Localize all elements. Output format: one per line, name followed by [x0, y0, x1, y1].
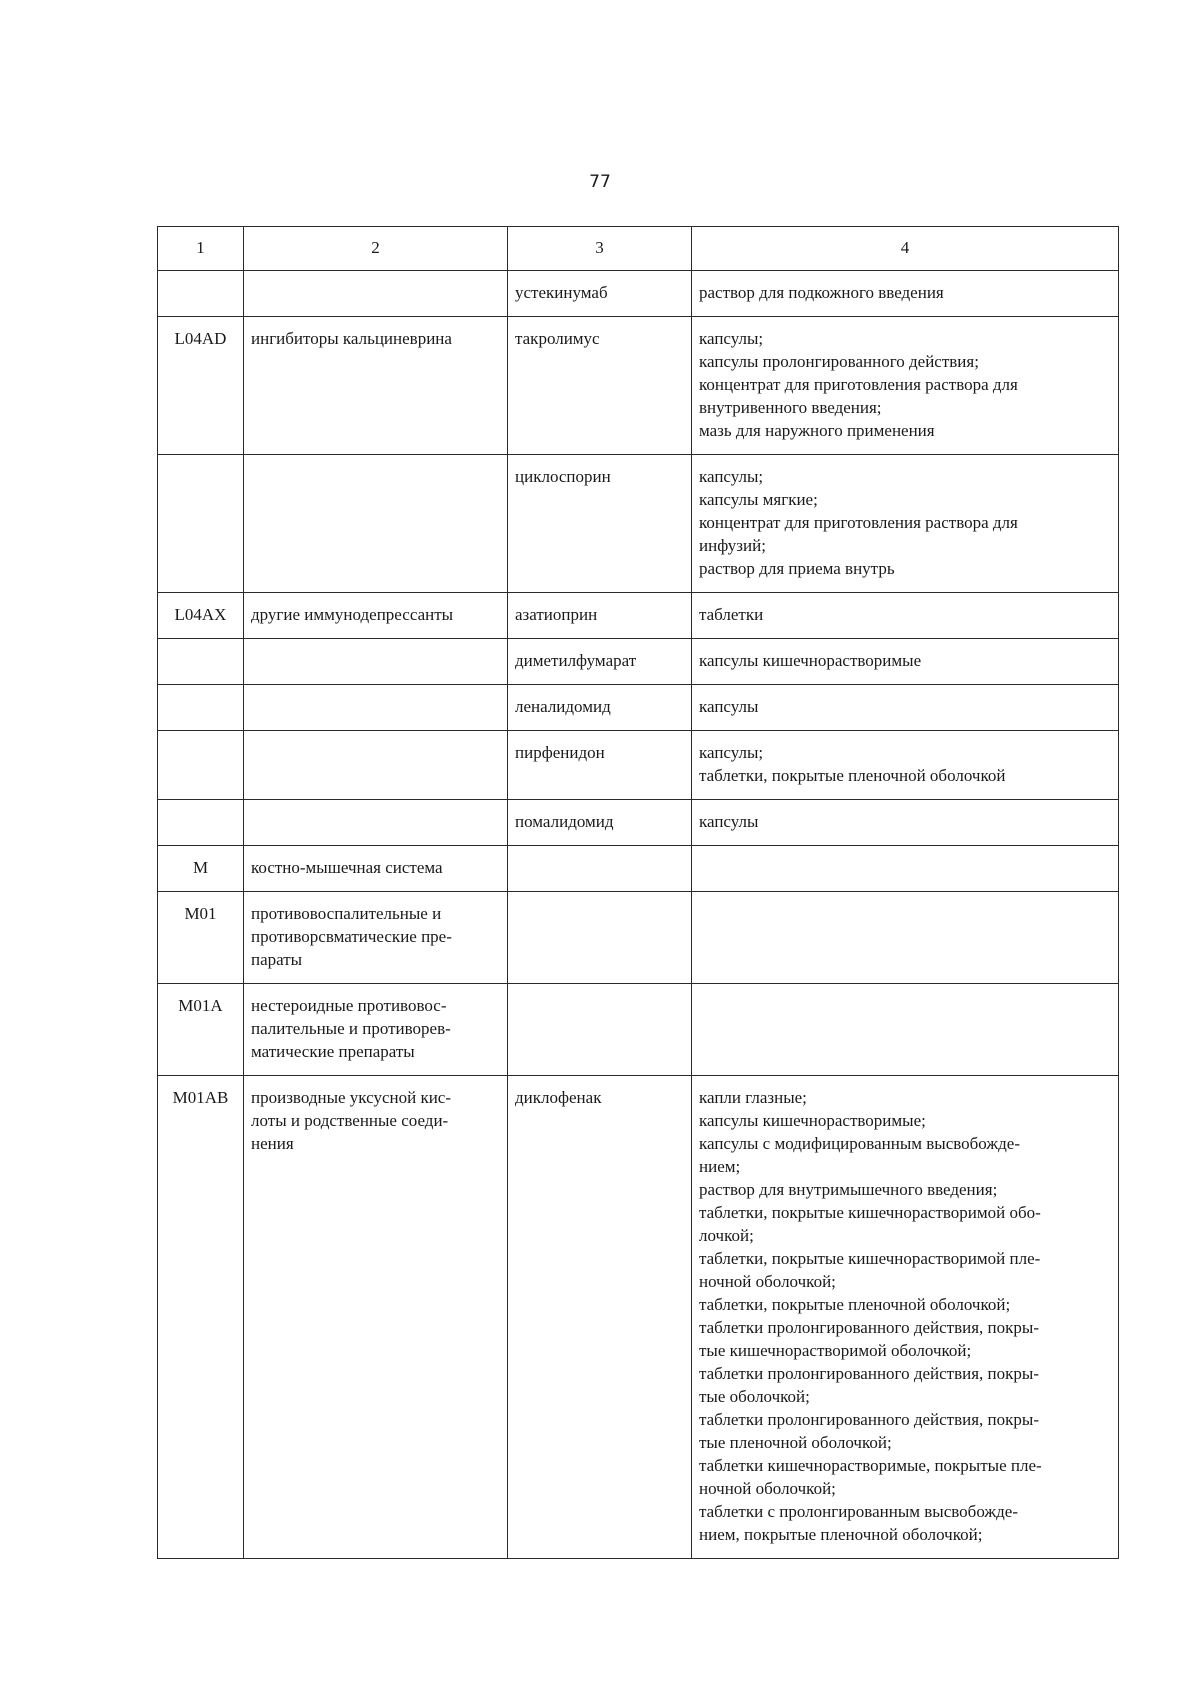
atc-code-cell [158, 731, 244, 800]
group-name-cell [244, 800, 508, 846]
dosage-forms-cell [692, 984, 1119, 1076]
drug-name-cell: циклоспорин [508, 455, 692, 593]
group-name-cell [244, 317, 508, 455]
dosage-form-line: инфузий; [699, 536, 766, 555]
atc-code-cell [158, 685, 244, 731]
atc-code-cell: L04AD [158, 317, 244, 455]
dosage-form-line: таблетки, покрытые кишечнорастворимой пле- [699, 1249, 1041, 1268]
dosage-form-line: капсулы кишечнорастворимые; [699, 1111, 926, 1130]
group-name-line: нения [251, 1134, 294, 1153]
table-row [158, 685, 1119, 731]
table-row [158, 317, 1119, 455]
atc-code-cell [158, 455, 244, 593]
dosage-form-line: раствор для подкожного введения [699, 283, 944, 302]
dosage-form-line: нием, покрытые пленочной оболочкой; [699, 1525, 983, 1544]
group-name-line: противовоспалительные и [251, 904, 442, 923]
table-row [158, 846, 1119, 892]
group-name-line: матические препараты [251, 1042, 415, 1061]
dosage-form-line: таблетки кишечнорастворимые, покрытые пле- [699, 1456, 1042, 1475]
dosage-form-line: раствор для внутримышечного введения; [699, 1180, 998, 1199]
drug-table [157, 226, 1119, 1559]
group-name-line: параты [251, 950, 303, 969]
group-name-cell [244, 271, 508, 317]
dosage-forms-cell [692, 846, 1119, 892]
table-header-row [158, 227, 1119, 271]
dosage-form-line: таблетки, покрытые кишечнорастворимой обо- [699, 1203, 1041, 1222]
dosage-form-line: лочкой; [699, 1226, 754, 1245]
dosage-form-line: тые пленочной оболочкой; [699, 1433, 892, 1452]
dosage-form-line: концентрат для приготовления раствора для [699, 375, 1018, 394]
table-row [158, 800, 1119, 846]
dosage-form-line: капсулы [699, 812, 759, 831]
dosage-form-line: ночной оболочкой; [699, 1479, 836, 1498]
dosage-forms-cell [692, 731, 1119, 800]
table-row [158, 1076, 1119, 1559]
dosage-form-line: капсулы с модифицированным высвобожде- [699, 1134, 1020, 1153]
dosage-form-line: концентрат для приготовления раствора для [699, 513, 1018, 532]
group-name-cell [244, 892, 508, 984]
dosage-form-line: нием; [699, 1157, 741, 1176]
atc-code-cell [158, 639, 244, 685]
dosage-form-line: таблетки, покрытые пленочной оболочкой [699, 766, 1006, 785]
dosage-forms-cell [692, 800, 1119, 846]
dosage-form-line: ночной оболочкой; [699, 1272, 836, 1291]
drug-name-cell [508, 892, 692, 984]
dosage-form-line: капсулы [699, 697, 759, 716]
dosage-form-line: внутривенного введения; [699, 398, 882, 417]
group-name-line: нестероидные противовос- [251, 996, 447, 1015]
drug-name-cell: устекинумаб [508, 271, 692, 317]
atc-code-cell: L04AX [158, 593, 244, 639]
group-name-cell [244, 455, 508, 593]
dosage-form-line: капсулы кишечнорастворимые [699, 651, 922, 670]
dosage-forms-cell [692, 593, 1119, 639]
drug-name-cell: помалидомид [508, 800, 692, 846]
drug-name-cell [508, 984, 692, 1076]
drug-name-cell: пирфенидон [508, 731, 692, 800]
header-col-4: 4 [692, 227, 1119, 271]
dosage-form-line: таблетки, покрытые пленочной оболочкой; [699, 1295, 1011, 1314]
dosage-form-line: капсулы; [699, 467, 764, 486]
page-number: 77 [589, 172, 611, 192]
drug-name-cell: леналидомид [508, 685, 692, 731]
drug-name-cell: такролимус [508, 317, 692, 455]
dosage-form-line: таблетки пролонгированного действия, покры- [699, 1364, 1039, 1383]
atc-code-cell [158, 800, 244, 846]
dosage-forms-cell [692, 639, 1119, 685]
dosage-forms-cell [692, 271, 1119, 317]
group-name-cell [244, 593, 508, 639]
header-col-3: 3 [508, 227, 692, 271]
table-row [158, 892, 1119, 984]
dosage-form-line: тые оболочкой; [699, 1387, 810, 1406]
dosage-form-line: таблетки пролонгированного действия, покры- [699, 1318, 1039, 1337]
dosage-form-line: капли глазные; [699, 1088, 807, 1107]
dosage-form-line: раствор для приема внутрь [699, 559, 895, 578]
table-row [158, 639, 1119, 685]
header-col-2: 2 [244, 227, 508, 271]
dosage-forms-cell [692, 455, 1119, 593]
drug-name-cell: азатиоприн [508, 593, 692, 639]
group-name-cell [244, 731, 508, 800]
group-name-cell [244, 639, 508, 685]
group-name-line: производные уксусной кис- [251, 1088, 452, 1107]
group-name-line: противорсвматические пре- [251, 927, 452, 946]
dosage-form-line: капсулы; [699, 329, 764, 348]
table-row [158, 271, 1119, 317]
group-name-line: палительные и противорев- [251, 1019, 451, 1038]
group-name-line: другие иммунодепрессанты [251, 605, 454, 624]
dosage-form-line: тые кишечнорастворимой оболочкой; [699, 1341, 972, 1360]
dosage-form-line: таблетки с пролонгированным высвобожде- [699, 1502, 1018, 1521]
dosage-forms-cell [692, 1076, 1119, 1559]
atc-code-cell: M [158, 846, 244, 892]
dosage-forms-cell [692, 685, 1119, 731]
table-body [158, 227, 1119, 1559]
drug-name-cell [508, 846, 692, 892]
table-row [158, 984, 1119, 1076]
dosage-form-line: таблетки [699, 605, 764, 624]
dosage-form-line: капсулы мягкие; [699, 490, 818, 509]
atc-code-cell: M01 [158, 892, 244, 984]
dosage-forms-cell [692, 892, 1119, 984]
atc-code-cell [158, 271, 244, 317]
dosage-forms-cell [692, 317, 1119, 455]
atc-code-cell: M01A [158, 984, 244, 1076]
header-col-1: 1 [158, 227, 244, 271]
group-name-line: ингибиторы кальциневрина [251, 329, 452, 348]
table-row [158, 593, 1119, 639]
group-name-cell [244, 846, 508, 892]
group-name-cell [244, 685, 508, 731]
table-row [158, 455, 1119, 593]
dosage-form-line: капсулы пролонгированного действия; [699, 352, 979, 371]
dosage-form-line: капсулы; [699, 743, 764, 762]
drug-name-cell: диклофенак [508, 1076, 692, 1559]
dosage-form-line: мазь для наружного применения [699, 421, 935, 440]
dosage-form-line: таблетки пролонгированного действия, покры- [699, 1410, 1039, 1429]
group-name-line: лоты и родственные соеди- [251, 1111, 449, 1130]
drug-name-cell: диметилфумарат [508, 639, 692, 685]
table-row [158, 731, 1119, 800]
group-name-cell [244, 984, 508, 1076]
atc-code-cell: M01AB [158, 1076, 244, 1559]
group-name-line: костно-мышечная система [251, 858, 443, 877]
group-name-cell [244, 1076, 508, 1559]
